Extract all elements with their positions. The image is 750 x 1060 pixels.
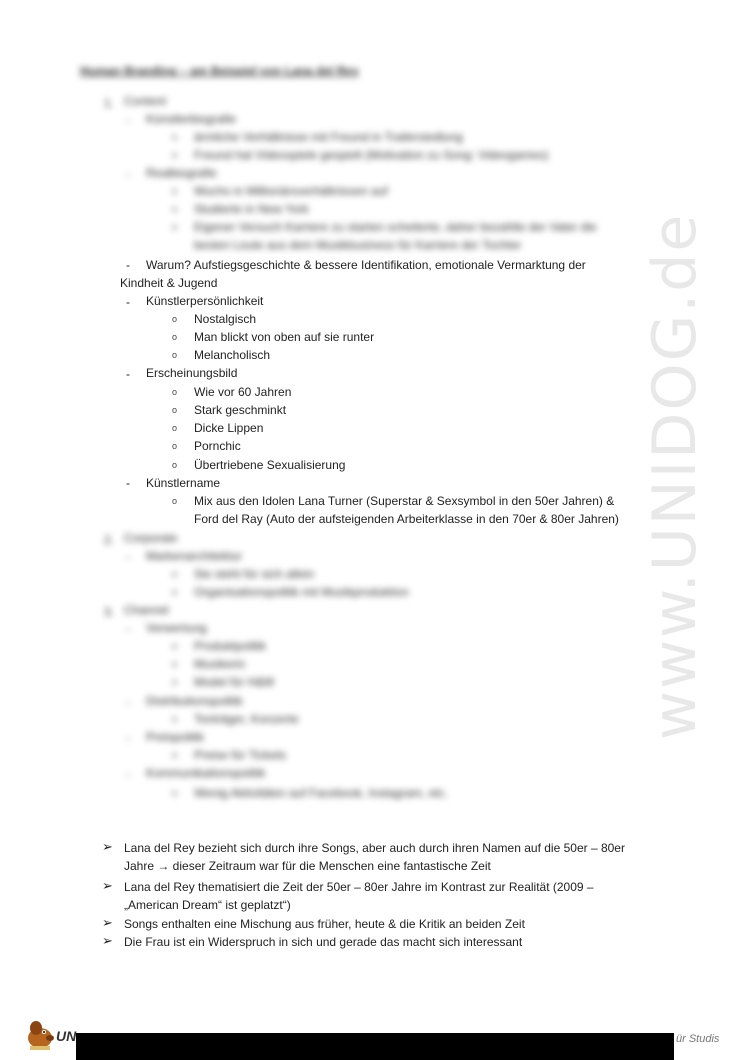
list-item: Eigener Versuch Karriere zu starten scheiterte, daher bezahlte der Vater die (194, 220, 597, 234)
list-item: Model für H&M (194, 675, 275, 689)
list-item: Übertriebene Sexualisierung (194, 458, 346, 472)
section-3-heading: Channel (124, 603, 169, 617)
list-item: besten Leute aus dem Musikbusiness für Karriere der Tochter (194, 238, 522, 252)
list-item: Wie vor 60 Jahren (194, 385, 292, 399)
bullet-marker: o (172, 222, 178, 232)
arrow-bullet-icon: ➢ (102, 915, 113, 930)
section-2-number: 2. (104, 533, 115, 547)
conclusion-item: „American Dream“ ist geplatzt“) (124, 898, 291, 912)
bullet-marker: o (172, 641, 178, 651)
bullet-marker: o (172, 204, 178, 214)
dash-marker: - (126, 731, 130, 745)
bullet-marker: o (172, 387, 178, 397)
bullet-marker: o (172, 750, 178, 760)
doc-title: Human Branding – am Beispiel von Lana del Rey (80, 64, 359, 78)
bullet-marker: o (172, 314, 178, 324)
list-item: Kommunikationspolitik (146, 766, 266, 780)
subheading: Erscheinungsbild (146, 366, 238, 380)
bullet-marker: o (172, 405, 178, 415)
list-item: Preispolitik (146, 730, 205, 744)
conclusion-item: Lana del Rey bezieht sich durch ihre Songs, aber auch durch ihren Namen auf die 50er – 80er (124, 841, 625, 855)
footer-redaction-bar (76, 1033, 674, 1060)
list-item: Preise für Tickets (194, 748, 287, 762)
subheading: Künstlername (146, 476, 221, 490)
dash-marker: - (126, 476, 130, 490)
bullet-marker: o (172, 659, 178, 669)
conclusion-item: Songs enthalten eine Mischung aus früher, heute & die Kritik an beiden Zeit (124, 917, 525, 931)
bullet-marker: o (172, 423, 178, 433)
logo-text: UN (56, 1028, 77, 1044)
bullet-marker: o (172, 332, 178, 342)
list-item: ärmliche Verhältnisse mit Freund in Trailersiedlung (194, 130, 463, 144)
list-item: Mix aus den Idolen Lana Turner (Superstar & Sexsymbol in den 50er Jahren) & (194, 494, 615, 508)
dash-marker: - (126, 695, 130, 709)
conclusion-item: Die Frau ist ein Widerspruch in sich und gerade das macht sich interessant (124, 935, 523, 949)
list-item: Produktpolitik (194, 639, 267, 653)
list-item: Studierte in New York (194, 202, 309, 216)
list-item: Künstlerbiografie (146, 112, 237, 126)
bullet-marker: o (172, 460, 178, 470)
arrow-bullet-icon: ➢ (102, 933, 113, 948)
dash-marker: - (126, 550, 130, 564)
dash-marker: - (126, 258, 130, 272)
section-3-number: 3. (104, 605, 115, 619)
bullet-marker: o (172, 350, 178, 360)
list-item: Organisationspolitik mit Musikproduktion (194, 585, 409, 599)
list-item: Markenarchitektur (146, 549, 243, 563)
bullet-marker: o (172, 788, 178, 798)
conclusion-item: Lana del Rey thematisiert die Zeit der 50er – 80er Jahre im Kontrast zur Realität (2009 – (124, 880, 594, 894)
dash-marker: - (126, 167, 130, 181)
bullet-marker: o (172, 677, 178, 687)
section-1-number: 1. (104, 96, 115, 110)
list-item: Distributionspolitik (146, 694, 243, 708)
bullet-marker: o (172, 441, 178, 451)
bullet-marker: o (172, 587, 178, 597)
bullet-marker: o (172, 186, 178, 196)
list-item: Freund hat Videospiele gespielt (Motivation zu Song: Videogames) (194, 148, 549, 162)
list-item: Pornchic (194, 439, 241, 453)
watermark: www.UNIDOG.de (640, 212, 710, 740)
section-2-heading: Corporate (124, 531, 178, 545)
list-item: Ford del Ray (Auto der aufsteigenden Arbeiterklasse in den 70er & 80er Jahren) (194, 512, 619, 526)
dash-marker: - (126, 367, 130, 381)
dash-marker: - (126, 622, 130, 636)
bullet-marker: o (172, 714, 178, 724)
list-item: Warum? Aufstiegsgeschichte & bessere Identifikation, emotionale Vermarktung der (146, 258, 586, 272)
conclusion-item: Jahre → dieser Zeitraum war für die Menschen eine fantastische Zeit (124, 859, 491, 873)
dash-marker: - (126, 767, 130, 781)
bullet-marker: o (172, 150, 178, 160)
arrow-bullet-icon: ➢ (102, 839, 113, 854)
section-1-heading: Content (124, 94, 167, 108)
arrow-bullet-icon: ➢ (102, 878, 113, 893)
list-item: Melancholisch (194, 348, 271, 362)
bullet-marker: o (172, 496, 178, 506)
list-item: Sie steht für sich allein (194, 567, 315, 581)
dash-marker: - (126, 113, 130, 127)
list-item: Dicke Lippen (194, 421, 264, 435)
list-item: Nostalgisch (194, 312, 257, 326)
list-item: Man blickt von oben auf sie runter (194, 330, 375, 344)
list-item: Musikerin (194, 657, 246, 671)
list-item: Wuchs in Millionärsverhältnissen auf (194, 184, 388, 198)
subheading: Künstlerpersönlichkeit (146, 294, 264, 308)
list-item: Verwertung (146, 621, 207, 635)
dash-marker: - (126, 295, 130, 309)
bullet-marker: o (172, 132, 178, 142)
list-item: Kindheit & Jugend (120, 276, 218, 290)
list-item: Wenig Aktivitäten auf Facebook, Instagram, etc. (194, 786, 448, 800)
bullet-marker: o (172, 569, 178, 579)
list-item: Realbiografie (146, 166, 217, 180)
list-item: Stark geschminkt (194, 403, 287, 417)
list-item: Tonträger, Konzerte (194, 712, 299, 726)
footer-tagline: ür Studis (676, 1033, 720, 1045)
